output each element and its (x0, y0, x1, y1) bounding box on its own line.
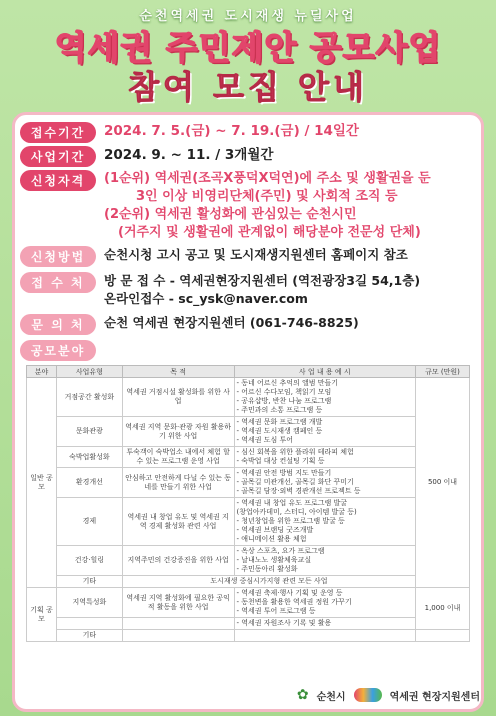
type-cell: 숙박업활성화 (56, 447, 122, 468)
category-table (26, 365, 470, 642)
qualification-line: 3인 이상 비영리단체(주민) 및 사회적 조직 등 (136, 189, 398, 204)
items-cell (234, 447, 416, 468)
receipt-value (104, 272, 420, 308)
poster-title-sub: 참여 모집 안내 (128, 68, 368, 106)
purpose-cell: 지역주민의 건강증진을 위한 사업 (122, 546, 234, 576)
budget-cell: 1,000 이내 (416, 588, 470, 630)
suncheon-logo-icon: ✿ (296, 687, 309, 703)
items-cell (234, 378, 416, 417)
table-row (27, 588, 470, 618)
receipt-line: 방 문 접 수 - 역세권현장지원센터 (역전광장3길 54,1층) (104, 273, 421, 288)
table-row (27, 378, 470, 417)
items-cell (234, 630, 416, 642)
item-line: - 공유샵방, 반찬 나눔 프로그램 (236, 397, 332, 405)
item-line: - 옥상 스포츠, 요가 프로그램 (236, 547, 325, 555)
item-line: - 어르신 수다모임, 책읽기 모임 (236, 388, 332, 396)
field-cell: 기획 공모 (27, 588, 57, 642)
item-line: - 역세권 문화 프로그램 개발 (236, 418, 323, 426)
method-value: 순천시청 고시 공고 및 도시재생지원센터 홈페이지 참조 (104, 247, 408, 262)
info-row-qualification (20, 170, 431, 242)
label-pill: 공모분야 (20, 340, 96, 361)
city-name: 순천시 (316, 691, 346, 703)
label-pill: 사업기간 (20, 146, 96, 167)
purpose-cell (122, 630, 234, 642)
label-pill: 접 수 처 (20, 272, 96, 293)
purpose-cell: 역세권 내 창업 유도 및 역세권 지역 경제 활성화 관련 사업 (122, 498, 234, 546)
budget-cell (416, 630, 470, 642)
table-row (27, 417, 470, 447)
table-header-row (27, 366, 470, 378)
table-header: 목 적 (122, 366, 234, 378)
table-header: 사업유형 (56, 366, 122, 378)
receipt-line: 온라인접수 - sc_ysk@naver.com (104, 291, 308, 306)
item-line: - 심신 회복을 위한 플라워 테라피 체험 (236, 448, 354, 456)
item-line: - 역세권 투어 프로그램 등 (236, 607, 316, 615)
items-cell: - 역세권 자원조사 기록 및 활용 (234, 618, 416, 630)
type-cell: 건강·힐링 (56, 546, 122, 576)
info-row-contact (20, 314, 359, 335)
table-header: 사 업 내 용 예 시 (234, 366, 416, 378)
type-cell: 문화관광 (56, 417, 122, 447)
item-line: - 역세권 도시재생 캠페인 등 (236, 427, 323, 435)
label-pill: 접수기간 (20, 122, 96, 143)
contact-value: 순천 역세권 현장지원센터 (061-746-8825) (104, 315, 359, 330)
period-value: 2024. 7. 5.(금) ~ 7. 19.(금) / 14일간 (104, 123, 359, 139)
business-value: 2024. 9. ~ 11. / 3개월간 (104, 147, 274, 163)
info-row-period (20, 122, 359, 143)
field-cell: 일반 공모 (27, 378, 57, 588)
budget-cell: 500 이내 (416, 378, 470, 588)
purpose-cell: 투숙객이 숙박업소 내에서 체험 할 수 있는 프로그램 운영 사업 (122, 447, 234, 468)
table-row (27, 576, 470, 588)
info-row-category (20, 340, 96, 361)
purpose-cell: 안심하고 안전하게 다닐 수 있는 동네를 만들기 위한 사업 (122, 468, 234, 498)
purpose-cell: 역세권 지역 활성화에 필요한 공익적 활동을 위한 사업 (122, 588, 234, 618)
item-line: - 골목길 미관개선, 골목길 화단 꾸미기 (236, 478, 354, 486)
item-line: - 역세권 브랜딩 굿즈개발 (236, 526, 314, 534)
item-line: - 골목길 담장·외벽 경관개선 프로젝트 등 (236, 487, 361, 495)
purpose-cell: 역세권 지역 문화·관광 자원 활용하기 위한 사업 (122, 417, 234, 447)
type-cell: 경제 (56, 498, 122, 546)
table-row (27, 498, 470, 546)
item-line: - 역세권 안전 방범 지도 만들기 (236, 469, 332, 477)
type-cell: 기타 (56, 576, 122, 588)
items-cell (234, 588, 416, 618)
item-line: - 역세권 도심 투어 (236, 436, 294, 444)
item-line: - 주민동아리 활성화 (236, 565, 298, 573)
center-name: 역세권 현장지원센터 (389, 691, 480, 703)
qualification-line: (1순위) 역세권(조곡X풍덕X덕연)에 주소 및 생활권을 둔 (104, 171, 431, 186)
table-row (27, 468, 470, 498)
purpose-cell (122, 618, 234, 630)
label-pill: 신청방법 (20, 246, 96, 267)
qualification-value (104, 170, 431, 242)
purpose-cell: 도시재생 중심시가지형 관련 모든 사업 (122, 576, 415, 588)
center-logo-icon (354, 688, 382, 702)
items-cell (234, 546, 416, 576)
table-header: 규모 (만원) (416, 366, 470, 378)
item-line: - 청년창업을 위한 프로그램 발굴 등 (236, 517, 345, 525)
type-cell: 거점공간 활성화 (56, 378, 122, 417)
item-line: - 동네 어르신 추억의 앨범 만들기 (236, 379, 339, 387)
qualification-line: (거주지 및 생활권에 관계없이 해당분야 전문성 단체) (118, 225, 421, 240)
type-cell: 지역특성화 (56, 588, 122, 618)
item-line: (창업아카데미, 스터디, 아이템 발굴 등) (236, 508, 357, 516)
info-row-business (20, 146, 273, 167)
qualification-line: (2순위) 역세권 활성화에 관심있는 순천시민 (104, 207, 357, 222)
table-row (27, 618, 470, 630)
item-line: - 날내노노 생활체육교실 (236, 556, 312, 564)
item-line: - 애니메이션 활용 체험 (236, 535, 307, 543)
table-header: 분야 (27, 366, 57, 378)
item-line: - 숙박업 대상 컨설팅 기획 등 (236, 457, 325, 465)
info-row-method (20, 246, 408, 267)
item-line: - 주민과의 소통 프로그램 등 (236, 406, 323, 414)
items-cell (234, 417, 416, 447)
item-line: - 역세권 축제·행사 기획 및 운영 등 (236, 589, 343, 597)
label-pill: 신청자격 (20, 170, 96, 191)
table-row (27, 630, 470, 642)
footer-logos (200, 684, 480, 706)
items-cell (234, 468, 416, 498)
table-row (27, 546, 470, 576)
label-pill: 문 의 처 (20, 314, 96, 335)
poster-title: 역세권 주민제안 공모사업 (54, 28, 442, 67)
purpose-cell: 역세권 거점시설 활성화를 위한 사업 (122, 378, 234, 417)
info-row-receipt (20, 272, 420, 308)
poster-subtitle: 순천역세권 도시재생 뉴딜사업 (139, 9, 357, 24)
item-line: - 역세권 내 창업 유도 프로그램 발굴 (236, 499, 348, 507)
item-line: - 동천변을 활용한 역세권 정원 가꾸기 (236, 598, 352, 606)
type-cell: 기타 (56, 630, 122, 642)
items-cell (234, 498, 416, 546)
type-cell: 환경개선 (56, 468, 122, 498)
table-row (27, 447, 470, 468)
type-cell (56, 618, 122, 630)
